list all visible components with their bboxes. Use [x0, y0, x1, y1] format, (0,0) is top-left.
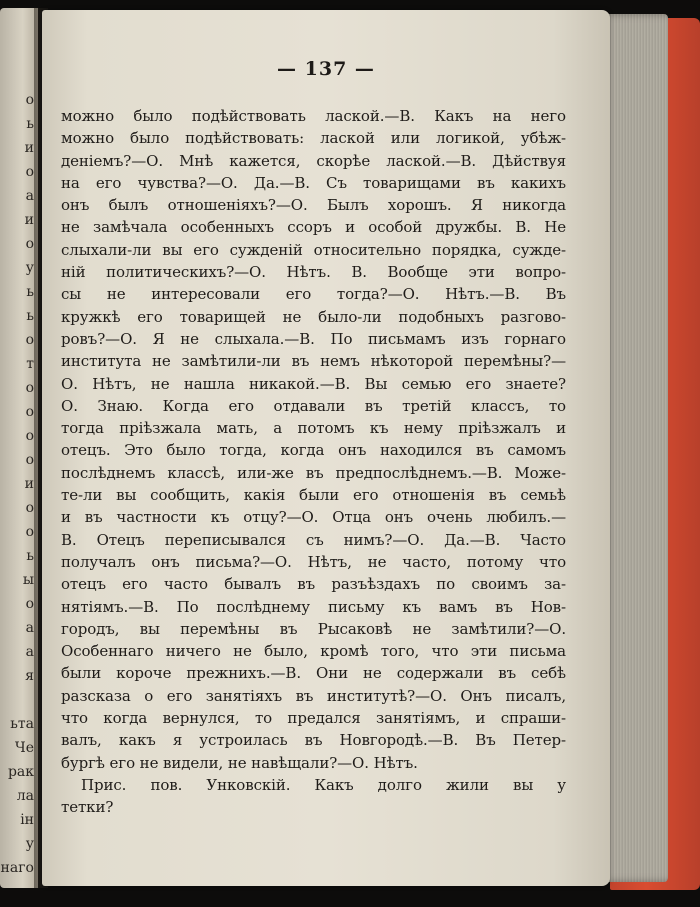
book-page — [42, 10, 610, 886]
text-line: Прис. пов. Унковскій. Какъ долго жили вы у — [81, 775, 566, 794]
left-fragment: о — [25, 596, 34, 612]
text-line: послѣднемъ классѣ, или-же въ предпослѣднемъ.—В. Може- — [61, 463, 566, 482]
text-line: института не замѣтили-ли въ немъ нѣкоторой перемѣны?— — [61, 352, 566, 371]
left-fragment: о — [25, 92, 34, 108]
left-fragment: ь — [26, 308, 34, 324]
text-line: нятіямъ.—В. По послѣднему письму къ вамъ въ Нов- — [61, 597, 566, 616]
left-page-edge — [0, 8, 38, 888]
left-fragment: ь — [26, 284, 34, 300]
left-fragment: и — [24, 476, 34, 492]
left-fragment: я — [25, 668, 34, 684]
text-line: валъ, какъ я устроилась въ Новгородѣ.—В. Въ Петер- — [61, 731, 566, 750]
left-fragment: о — [25, 428, 34, 444]
left-fragment: рак — [7, 764, 34, 780]
left-fragment: а — [25, 188, 34, 204]
left-fragment: и — [24, 140, 34, 156]
text-line: и въ частности къ отцу?—О. Отца онъ очень любилъ.— — [61, 508, 566, 527]
left-fragment: Че — [14, 740, 34, 756]
text-line: О. Знаю. Когда его отдавали въ третій классъ, то — [61, 396, 566, 415]
text-line: что когда вернулся, то предался занятіямъ, и спраши- — [61, 709, 566, 728]
left-fragment: ін — [20, 812, 34, 828]
left-fragment: о — [25, 164, 34, 180]
text-line: на его чувства?—О. Да.—В. Съ товарищами въ какихъ — [61, 173, 566, 192]
text-line: онъ былъ отношеніяхъ?—О. Былъ хорошъ. Я никогда — [61, 196, 566, 215]
left-fragment: наго — [0, 860, 34, 876]
text-line: бургѣ его не видели, не навѣщали?—О. Нѣтъ. — [61, 753, 418, 772]
text-line: городъ, вы перемѣны въ Рысаковѣ не замѣтили?—О. — [61, 619, 566, 638]
text-line: кружкѣ его товарищей не было-ли подобныхъ разгово- — [61, 307, 566, 326]
text-line: деніемъ?—О. Мнѣ кажется, скорѣе лаской.—В. Дѣйствуя — [61, 151, 566, 170]
text-line: ровъ?—О. Я не слыхала.—В. По письмамъ изъ горнаго — [61, 329, 566, 348]
left-fragment: ь — [26, 548, 34, 564]
text-line: тетки? — [61, 798, 114, 817]
left-fragment: у — [25, 260, 34, 276]
text-line: были короче прежнихъ.—В. Они не содержали въ себѣ — [61, 664, 566, 683]
left-fragment: т — [26, 356, 34, 372]
left-fragment: у — [25, 836, 34, 852]
text-line: отецъ его часто бывалъ въ разъѣздахъ по своимъ за- — [61, 575, 566, 594]
left-fragment: о — [25, 332, 34, 348]
left-fragment: ь — [26, 116, 34, 132]
text-line: можно было подѣйствовать лаской.—В. Какъ на него — [61, 107, 566, 125]
text-line: сы не интересовали его тогда?—О. Нѣтъ.—В. Въ — [61, 285, 566, 304]
left-fragment: ьта — [10, 716, 34, 732]
text-line: разсказа о его занятіяхъ въ институтѣ?—О. Онъ писалъ, — [61, 686, 566, 705]
text-line: те-ли вы сообщить, какія были его отношенія въ семьѣ — [61, 486, 566, 505]
text-line: ній политическихъ?—О. Нѣтъ. В. Вообще эти вопро- — [61, 263, 566, 282]
text-line: тогда пріѣзжала мать, а потомъ къ нему пріѣзжалъ и — [61, 419, 566, 438]
left-fragment: и — [24, 212, 34, 228]
left-fragment: о — [25, 404, 34, 420]
page-body — [61, 105, 566, 819]
left-fragment: о — [25, 236, 34, 252]
text-line: О. Нѣтъ, не нашла никакой.—В. Вы семью его знаете? — [61, 374, 566, 393]
left-fragment: о — [25, 524, 34, 540]
left-fragment: о — [25, 452, 34, 468]
text-line: слыхали-ли вы его сужденій относительно порядка, сужде- — [61, 240, 566, 259]
left-fragment: о — [25, 380, 34, 396]
left-fragment: а — [25, 644, 34, 660]
text-line: Особеннаго ничего не было, кромѣ того, что эти письма — [61, 642, 566, 661]
left-fragment: о — [25, 500, 34, 516]
text-line: можно было подѣйствовать: лаской или логикой, убѣж- — [61, 129, 566, 148]
text-line: получалъ онъ письма?—О. Нѣтъ, не часто, потому что — [61, 552, 566, 571]
left-fragment: ла — [16, 788, 34, 804]
text-line: В. Отецъ переписывался съ нимъ?—О. Да.—В. Часто — [61, 530, 566, 549]
page-number: — 137 — — [277, 58, 375, 80]
left-fragment: ы — [22, 572, 34, 588]
text-line: не замѣчала особенныхъ ссоръ и особой дружбы. В. Не — [61, 218, 566, 237]
left-fragment: а — [25, 620, 34, 636]
text-line: отецъ. Это было тогда, когда онъ находился въ самомъ — [61, 441, 566, 460]
